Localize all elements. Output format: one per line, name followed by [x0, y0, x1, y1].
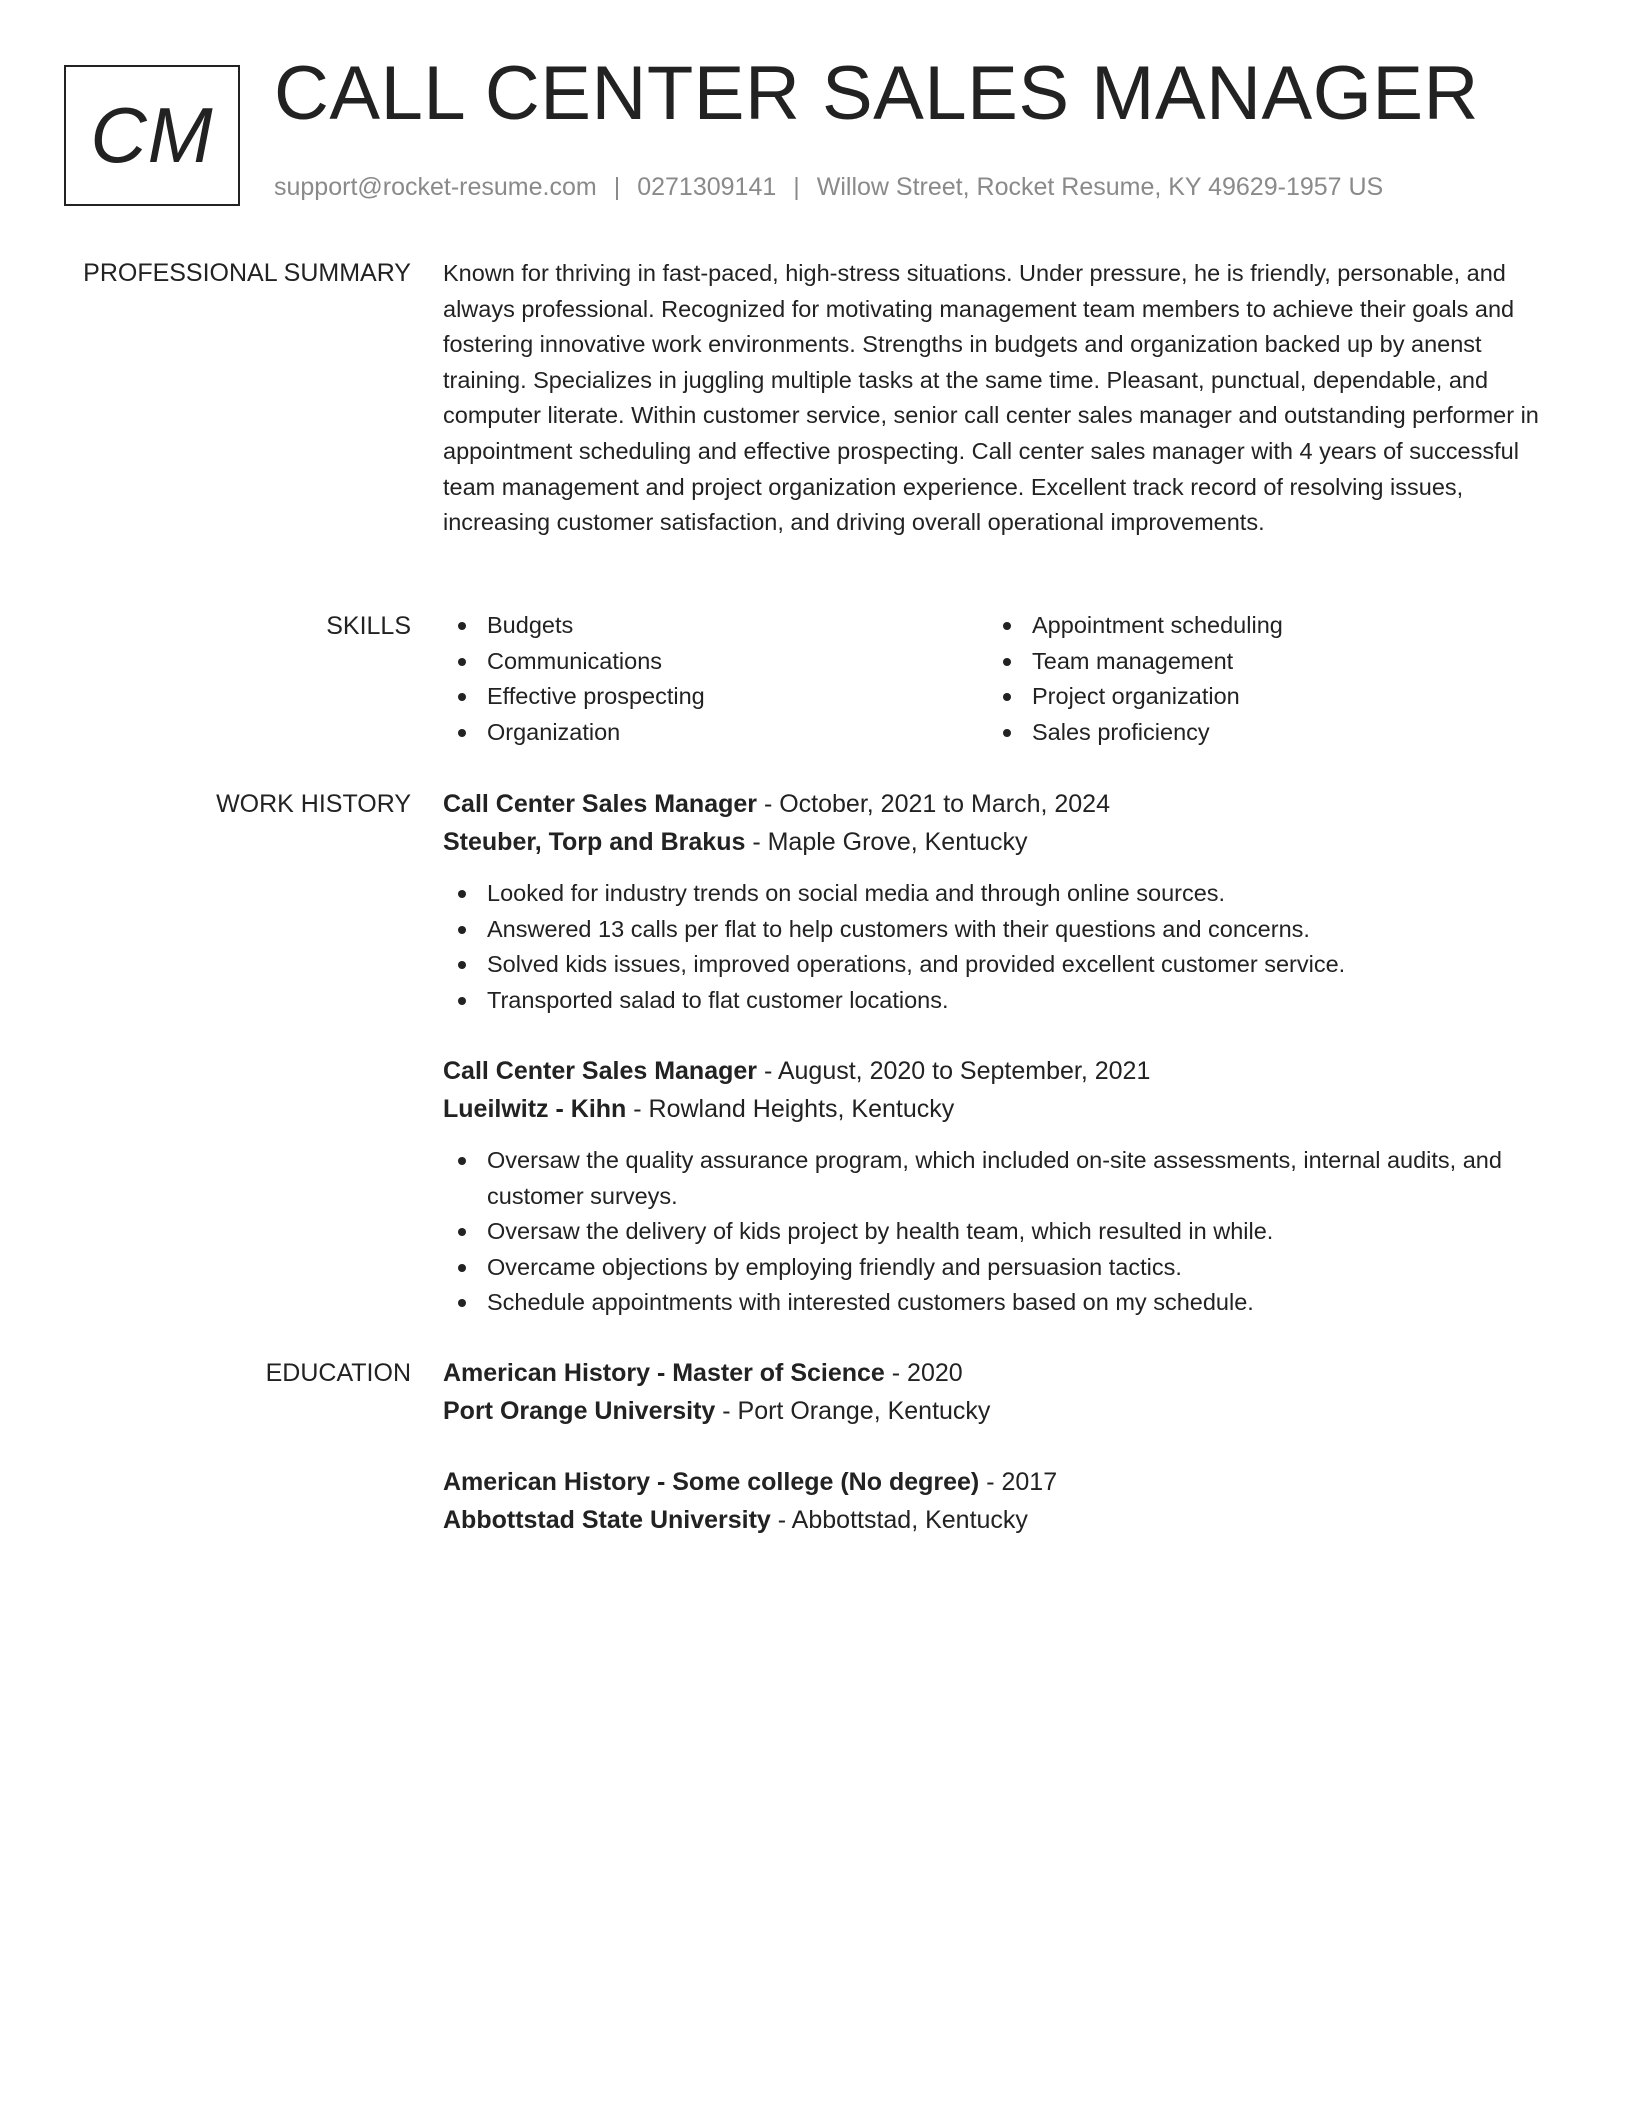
- skill-item: Effective prospecting: [443, 679, 963, 715]
- job-title: Call Center Sales Manager: [443, 790, 758, 818]
- job-company: Lueilwitz - Kihn: [443, 1095, 627, 1123]
- skill-item: Budgets: [443, 608, 963, 644]
- job-bullet: Overcame objections by employing friendly and persuasion tactics.: [443, 1250, 1553, 1286]
- education-degree-line: [443, 1463, 1553, 1501]
- contact-separator: |: [793, 173, 800, 201]
- contact-phone: 0271309141: [637, 173, 777, 201]
- education-degree: American History - Master of Science: [443, 1359, 885, 1387]
- job-bullet: Looked for industry trends on social media and through online sources.: [443, 876, 1553, 912]
- job-bullet: Solved kids issues, improved operations, and provided excellent customer service.: [443, 947, 1553, 983]
- education-school-line: [443, 1392, 1553, 1430]
- job-location: - Maple Grove, Kentucky: [745, 828, 1028, 856]
- job-company: Steuber, Torp and Brakus: [443, 828, 746, 856]
- skill-item: Project organization: [988, 679, 1508, 715]
- summary-section: [443, 256, 1553, 541]
- education-school: Port Orange University: [443, 1397, 716, 1425]
- education-year: - 2020: [884, 1359, 963, 1387]
- contact-address: Willow Street, Rocket Resume, KY 49629-1957 US: [816, 173, 1384, 201]
- job-bullet: Oversaw the quality assurance program, which included on-site assessments, internal audits, and customer surveys.: [443, 1143, 1553, 1214]
- contact-separator: |: [613, 173, 621, 201]
- summary-text: Known for thriving in fast-paced, high-stress situations. Under pressure, he is friendly, personable, and always professional. Recognized for motivating management team members to achieve their goals and fostering innovative work environments. Strengths in budgets and organization backed up by anenst training. Specializes in juggling multiple tasks at the same time. Pleasant, punctual, dependable, and computer literate. Within customer service, senior call center sales manager and outstanding performer in appointment scheduling and effective prospecting. Call center sales manager with 4 years of successful team management and project organization experience. Excellent track record of resolving issues, increasing customer satisfaction, and driving overall operational improvements.: [443, 260, 1539, 536]
- job-title: Call Center Sales Manager: [443, 1057, 758, 1085]
- skill-item: Sales proficiency: [988, 715, 1508, 751]
- skill-item: Organization: [443, 715, 963, 751]
- skill-item: Appointment scheduling: [988, 608, 1508, 644]
- education-location: - Abbottstad, Kentucky: [770, 1506, 1028, 1534]
- job-bullet: Transported salad to flat customer locations.: [443, 983, 1553, 1019]
- contact-line: [274, 175, 1383, 200]
- job-dates: - October, 2021 to March, 2024: [757, 790, 1110, 818]
- work-entry: [443, 785, 1553, 1018]
- work-entry: [443, 1052, 1553, 1321]
- education-entry: [443, 1354, 1553, 1430]
- skill-item: Team management: [988, 644, 1508, 680]
- monogram-box: [64, 65, 240, 206]
- skills-column-left: [443, 608, 963, 750]
- education-entry: [443, 1463, 1553, 1539]
- job-company-line: [443, 823, 1553, 861]
- page-title: CALL CENTER SALES MANAGER: [274, 51, 1479, 136]
- education-school: Abbottstad State University: [443, 1506, 771, 1534]
- skills-column-right: [988, 608, 1508, 750]
- job-bullet: Oversaw the delivery of kids project by health team, which resulted in while.: [443, 1214, 1553, 1250]
- section-label-education: EDUCATION: [265, 1359, 411, 1387]
- section-label-work: WORK HISTORY: [216, 790, 411, 818]
- job-location: - Rowland Heights, Kentucky: [626, 1095, 955, 1123]
- monogram-initials: CM: [90, 91, 214, 179]
- education-degree: American History - Some college (No degree): [443, 1468, 980, 1496]
- job-dates: - August, 2020 to September, 2021: [757, 1057, 1151, 1085]
- education-location: - Port Orange, Kentucky: [715, 1397, 991, 1425]
- job-company-line: [443, 1090, 1553, 1128]
- job-title-line: [443, 785, 1553, 823]
- skill-item: Communications: [443, 644, 963, 680]
- section-label-skills: SKILLS: [326, 612, 411, 640]
- job-bullet: Schedule appointments with interested customers based on my schedule.: [443, 1285, 1553, 1321]
- education-school-line: [443, 1501, 1553, 1539]
- education-year: - 2017: [979, 1468, 1058, 1496]
- education-degree-line: [443, 1354, 1553, 1392]
- contact-email: support@rocket-resume.com: [274, 173, 597, 201]
- job-bullet: Answered 13 calls per flat to help customers with their questions and concerns.: [443, 912, 1553, 948]
- section-label-summary: PROFESSIONAL SUMMARY: [83, 259, 411, 287]
- job-title-line: [443, 1052, 1553, 1090]
